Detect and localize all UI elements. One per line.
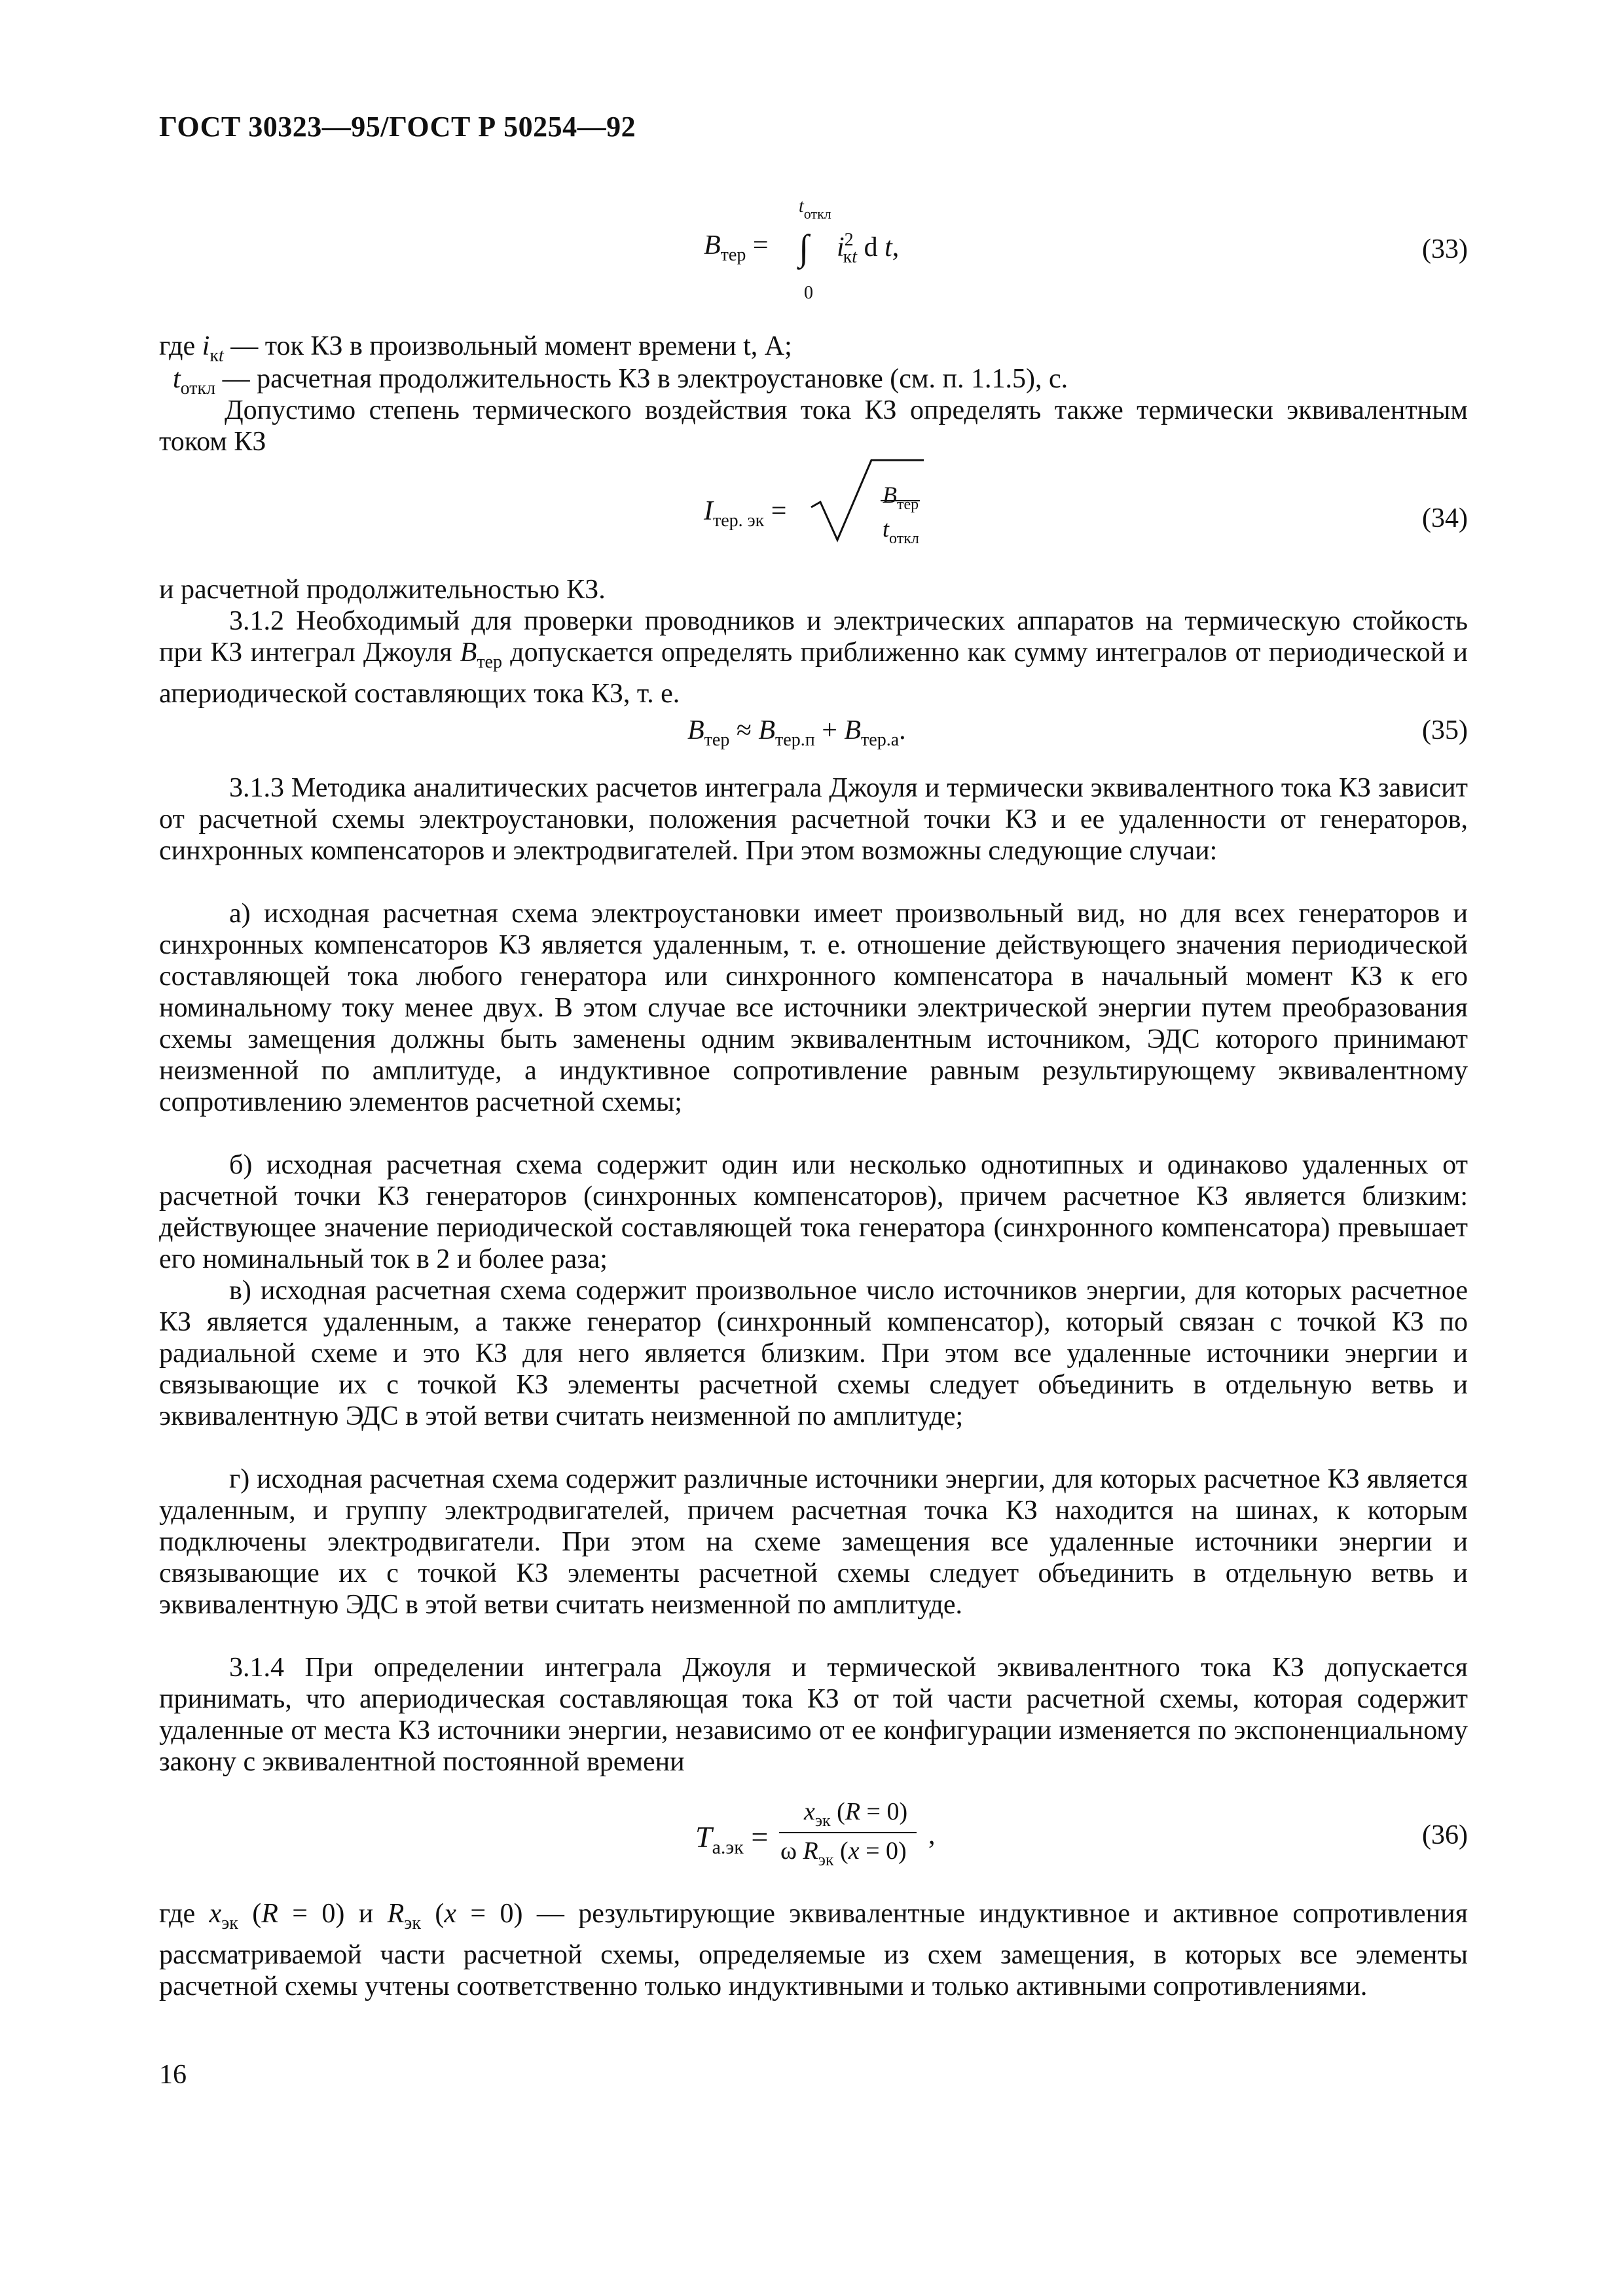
paragraph-3-1-2: 3.1.2 Необходимый для проверки проводников и электрических аппаратов на термическую стойкость при КЗ интеграл Джоуля $B_{тер}$ допускается определять приближенно как сумму интегралов от периодической и апериодической составляющих тока КЗ, т. е.	[159, 606, 1468, 709]
document-header: ГОСТ 30323—95/ГОСТ Р 50254—92	[159, 111, 636, 143]
definition-toff: $t_{откл}$ — расчетная продолжительность КЗ в электроустановке (см. п. 1.1.5), с.	[173, 364, 1068, 399]
paragraph-3-1-3: 3.1.3 Методика аналитических расчетов интеграла Джоуля и термически эквивалентного тока КЗ зависит от расчетной схемы электроустановки, положения расчетной точки КЗ и ее удаленности от генераторов, синхронных компенсаторов и электродвигателей. При этом возможны следующие случаи:	[159, 773, 1468, 866]
equation-number-36: (36)	[1422, 1820, 1468, 1850]
equation-number-33: (33)	[1422, 234, 1468, 264]
equation-number-34: (34)	[1422, 503, 1468, 533]
formula-35: $B_{тер} \approx B_{тер.п} + B_{тер.а}$.	[687, 715, 906, 750]
fraction-bar	[779, 1831, 923, 1834]
document-page: ГОСТ 30323—95/ГОСТ Р 50254—92 $B_{тер}$ = $t_{откл}$ ∫ 0 $i^2_{кt}$ d t, (33) где $i_{кt}$ — ток КЗ в произвольный момент времени t, А; $t_{откл}$ — расчетная продолжительность КЗ в электроустановке (см. п. 1.1.5), с. Допустимо степень термического воздействия тока КЗ определять также термически эквивалентным током КЗ $I_{тер. эк}$ = $B_{тер}$ $t_{откл}$ (34) и расчетной продолжительностью КЗ. 3.1.2 Необходимый для проверки проводников и электрических аппаратов на термическую стойкость при КЗ интеграл Джоуля $B_{тер}$ допускается определять приближенно как сумму интегралов от периодической и апериодической составляющих тока КЗ, т. е. $B_{тер} \approx B_{тер.п} + B_{тер.а}$. (35) 3.1.3 Методика аналитических расчетов интеграла Джоуля и термически эквивалентного тока КЗ зависит от расчетной схемы электроустановки, положения расчетной точки КЗ и ее удаленности от генераторов, синхронных компенсаторов и электродвигателей. При этом возможны следующие случаи: а) исходная расчетная схема электроустановки имеет произвольный вид, но для всех генераторов и синхронных компенсаторов КЗ является удаленным, т. е. отношение действующего значения периодической составляющей тока любого генератора или синхронного компенсатора в начальный момент КЗ к его номинальному току менее двух. В этом случае все источники электрической энергии путем преобразования схемы замещения должны быть заменены одним эквивалентным источником, ЭДС которого принимают неизменной по амплитуде, а индуктивное сопротивление равным результирующему эквивалентному сопротивлению элементов расчетной схемы; б) исходная расчетная схема содержит один или несколько однотипных и одинаково удаленных от расчетной точки КЗ генераторов (синхронных компенсаторов), причем расчетное КЗ является близким: действующее значение периодической составляющей тока генератора (синхронного компенсатора) превышает его номинальный ток в 2 и более раза; в) исходная расчетная схема содержит произвольное число источников энергии, для которых расчетное КЗ является удаленным, а также генератор (синхронный компенсатор), который связан с точкой КЗ по радиальной схеме и это КЗ для него является близким. При этом все удаленные источники энергии и связывающие их с точкой КЗ элементы расчетной схемы следует объединить в отдельную ветвь и эквивалентную ЭДС в этой ветви считать неизменной по амплитуде; г) исходная расчетная схема содержит различные источники энергии, для которых расчетное КЗ является удаленным, и группу электродвигателей, причем расчетная точка КЗ находится на шинах, к которым подключены электродвигатели. При этом на схеме замещения все удаленные источники энергии и связывающие их с точкой КЗ элементы расчетной схемы следует объединить в отдельную ветвь и эквивалентную ЭДС в этой ветви считать неизменной по амплитуде. 3.1.4 При определении интеграла Джоуля и термической эквивалентного тока КЗ допускается принимать, что апериодическая составляющая тока КЗ от той части расчетной схемы, которая содержит удаленные от места КЗ источники энергии, независимо от ее конфигурации изменяется по экспоненциальному закону с эквивалентной постоянной времени $T_{а.эк}$ = $x_{эк}$ (R = 0) ω $R_{эк}$ (x = 0) , (36) где $x_{эк}$ (R = 0) и $R_{эк}$ (x = 0) — результирующие эквивалентные индуктивное и активное сопротивления рассматриваемой части расчетной схемы, определяемые из схем замещения, в которых все элементы расчетной схемы учтены соответственно только индуктивными и только активными сопротивлениями. 16	[159, 111, 1468, 2090]
paragraph-case-a: а) исходная расчетная схема электроустановки имеет произвольный вид, но для всех генераторов и синхронных компенсаторов КЗ является удаленным, т. е. отношение действующего значения периодической составляющей тока любого генератора или синхронного компенсатора в начальный момент КЗ к его номинальному току менее двух. В этом случае все источники электрической энергии путем преобразования схемы замещения должны быть заменены одним эквивалентным источником, ЭДС которого принимают неизменной по амплитуде, а индуктивное сопротивление равным результирующему эквивалентному сопротивлению элементов расчетной схемы;	[159, 899, 1468, 1117]
definition-ikt: где $i_{кt}$ — ток КЗ в произвольный момент времени t, А;	[159, 331, 792, 366]
equation-number-35: (35)	[1422, 715, 1468, 745]
page-number: 16	[159, 2060, 187, 2090]
paragraph-case-b: б) исходная расчетная схема содержит один или несколько однотипных и одинаково удаленных от расчетной точки КЗ генераторов (синхронных компенсаторов), причем расчетное КЗ является близким: действующее значение периодической составляющей тока генератора (синхронного компенсатора) превышает его номинальный ток в 2 и более раза;	[159, 1150, 1468, 1274]
paragraph-allowed: Допустимо степень термического воздействия тока КЗ определять также термически эквивалентным током КЗ	[159, 395, 1468, 457]
paragraph-case-v: в) исходная расчетная схема содержит произвольное число источников энергии, для которых расчетное КЗ является удаленным, а также генератор (синхронный компенсатор), который связан с точкой КЗ по радиальной схеме и это КЗ для него является близким. При этом все удаленные источники энергии и связывающие их с точкой КЗ элементы расчетной схемы следует объединить в отдельную ветвь и эквивалентную ЭДС в этой ветви считать неизменной по амплитуде;	[159, 1276, 1468, 1431]
paragraph-3-1-4: 3.1.4 При определении интеграла Джоуля и термической эквивалентного тока КЗ допускается принимать, что апериодическая составляющая тока КЗ от той части расчетной схемы, которая содержит удаленные от места КЗ источники энергии, независимо от ее конфигурации изменяется по экспоненциальному закону с эквивалентной постоянной времени	[159, 1653, 1468, 1777]
paragraph-where: где $x_{эк}$ (R = 0) и $R_{эк}$ (x = 0) — результирующие эквивалентные индуктивное и активное сопротивления рассматриваемой части расчетной схемы, определяемые из схем замещения, в которых все элементы расчетной схемы учтены соответственно только индуктивными и только активными сопротивлениями.	[159, 1899, 1468, 2001]
paragraph-and: и расчетной продолжительностью КЗ.	[159, 575, 606, 605]
paragraph-case-g: г) исходная расчетная схема содержит различные источники энергии, для которых расчетное КЗ является удаленным, и группу электродвигателей, причем расчетная точка КЗ находится на шинах, к которым подключены электродвигатели. При этом на схеме замещения все удаленные источники энергии и связывающие их с точкой КЗ элементы расчетной схемы следует объединить в отдельную ветвь и эквивалентную ЭДС в этой ветви считать неизменной по амплитуде.	[159, 1464, 1468, 1620]
